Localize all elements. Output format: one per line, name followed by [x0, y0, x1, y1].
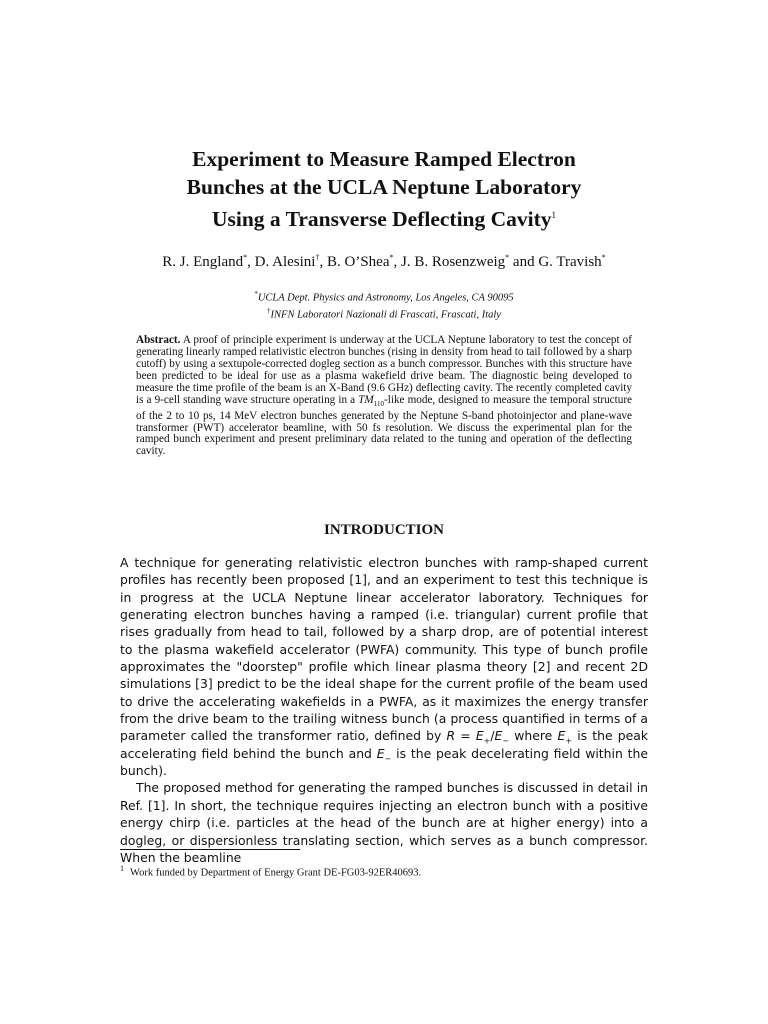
paragraph-text: where [509, 728, 558, 744]
affiliation-text: UCLA Dept. Physics and Astronomy, Los Angeles, CA 90095 [257, 292, 514, 304]
math-var: E [557, 728, 566, 744]
math-subscript: + [483, 736, 491, 746]
affiliation-mark: * [254, 290, 258, 298]
author-name: R. J. England [162, 254, 244, 270]
affiliations [100, 288, 668, 322]
math-var: E [494, 728, 503, 744]
math-var: E [376, 745, 385, 761]
tm-mode-subscript: 110 [373, 399, 384, 408]
math-subscript: + [565, 736, 573, 746]
title-line-3: Using a Transverse Deflecting Cavity [211, 207, 552, 232]
paragraph-text: A technique for generating relativistic electron bunches with ramp-shaped current profiles has recently been proposed [1], and an experiment to test this technique is in progress at the UCLA Neptune linear accelerator laboratory. Techniques for generating electron bunches having a ramped (i.e. triangular) current profile that rises gradually from head to tail, followed by a sharp drop, are of potential interest to the plasma wakefield accelerator (PWFA) community. This type of bunch profile approximates the "doorstep" profile which linear plasma theory [2] and recent 2D simulations [3] predict to be the ideal shape for the current profile of the beam used to drive the accelerating wakefields in a PWFA, as it maximizes the energy transfer from the drive beam to the trailing witness bunch (a process quantified in terms of a parameter called the transformer ratio, defined by [120, 555, 648, 744]
paragraph-text: is the peak accelerating field behind the bunch and [120, 728, 649, 761]
footnote-mark: 1 [120, 864, 124, 873]
math-op: = [455, 728, 476, 744]
author-affil-mark: * [505, 253, 510, 262]
section-heading-introduction: INTRODUCTION [323, 522, 444, 538]
author-affil-mark: † [315, 253, 320, 262]
footnote [120, 862, 648, 880]
paragraph-text: is the peak decelerating field within the bunch). [120, 745, 648, 779]
abstract-text: A proof of principle experiment is underway at the UCLA Neptune laboratory to test the concept of generating linearly ramped relativistic electron bunches (rising in density from head to tail followed by a sharp cutoff) by using a sextupole-corrected dogleg section as a bunch compressor. Bunches with this structure have been predicted to be ideal for use as a plasma wakefield drive beam. The diagnostic being developed to measure the time profile of the beam is an X-Band (9.6 GHz) deflecting cavity. The recently completed cavity is a 9-cell standing wave structure operating in a [136, 334, 632, 406]
author-affil-mark: * [243, 253, 248, 262]
title-footnote-mark: 1 [551, 210, 557, 220]
abstract [136, 335, 632, 458]
author-list: R. J. England*, D. Alesini†, B. O’Shea*, J. B. Rosenzweig* and G. Travish* [162, 253, 606, 270]
footnote-divider [120, 849, 300, 850]
author-name: B. O’Shea [326, 254, 390, 270]
affiliation-mark: † [267, 307, 271, 315]
math-op: / [490, 728, 495, 744]
paper-title [100, 145, 668, 233]
author-conjunction: and [512, 254, 535, 270]
author-name: J. B. Rosenzweig [400, 254, 506, 270]
affiliation-text: INFN Laboratori Nazionali di Frascati, Frascati, Italy [270, 309, 501, 321]
math-var: R [446, 728, 456, 744]
paragraph: The proposed method for generating the ramped bunches is discussed in detail in Ref. [1]. In short, the technique requires injecting an electron bunch with a positive energy chirp (i.e. particles at the head of the bunch are at higher energy) into a dogleg, or dispersionless translating section, which serves as a bunch compressor. When the beamline [120, 780, 648, 865]
footnote-text: Work funded by Department of Energy Grant DE-FG03-92ER40693. [130, 867, 422, 879]
author-affil-mark: * [601, 253, 606, 262]
affiliation-ucla [100, 288, 668, 305]
paragraph [120, 554, 648, 779]
abstract-text: -like mode, designed to measure the temporal structure of the 2 to 10 ps, 14 MeV electron bunches generated by the Neptune S-band photoinjector and plane-wave transformer (PWT) accelerator beamline, with 50 fs resolution. We discuss the experimental plan for the ramped bunch experiment and present preliminary data related to the tuning and operation of the deflecting cavity. [136, 393, 633, 458]
introduction-body [120, 554, 648, 866]
math-var: E [475, 728, 484, 744]
author-name: G. Travish [538, 254, 602, 270]
affiliation-infn [100, 305, 668, 322]
author-affil-mark: * [389, 253, 394, 262]
tm-mode-symbol: TM [358, 393, 374, 406]
title-line-2: Bunches at the UCLA Neptune Laboratory [186, 175, 582, 199]
math-subscript: − [384, 754, 392, 764]
author-name: D. Alesini [254, 254, 316, 270]
abstract-label: Abstract. [136, 334, 181, 346]
title-line-1: Experiment to Measure Ramped Electron [192, 147, 576, 171]
math-subscript: − [502, 736, 510, 746]
